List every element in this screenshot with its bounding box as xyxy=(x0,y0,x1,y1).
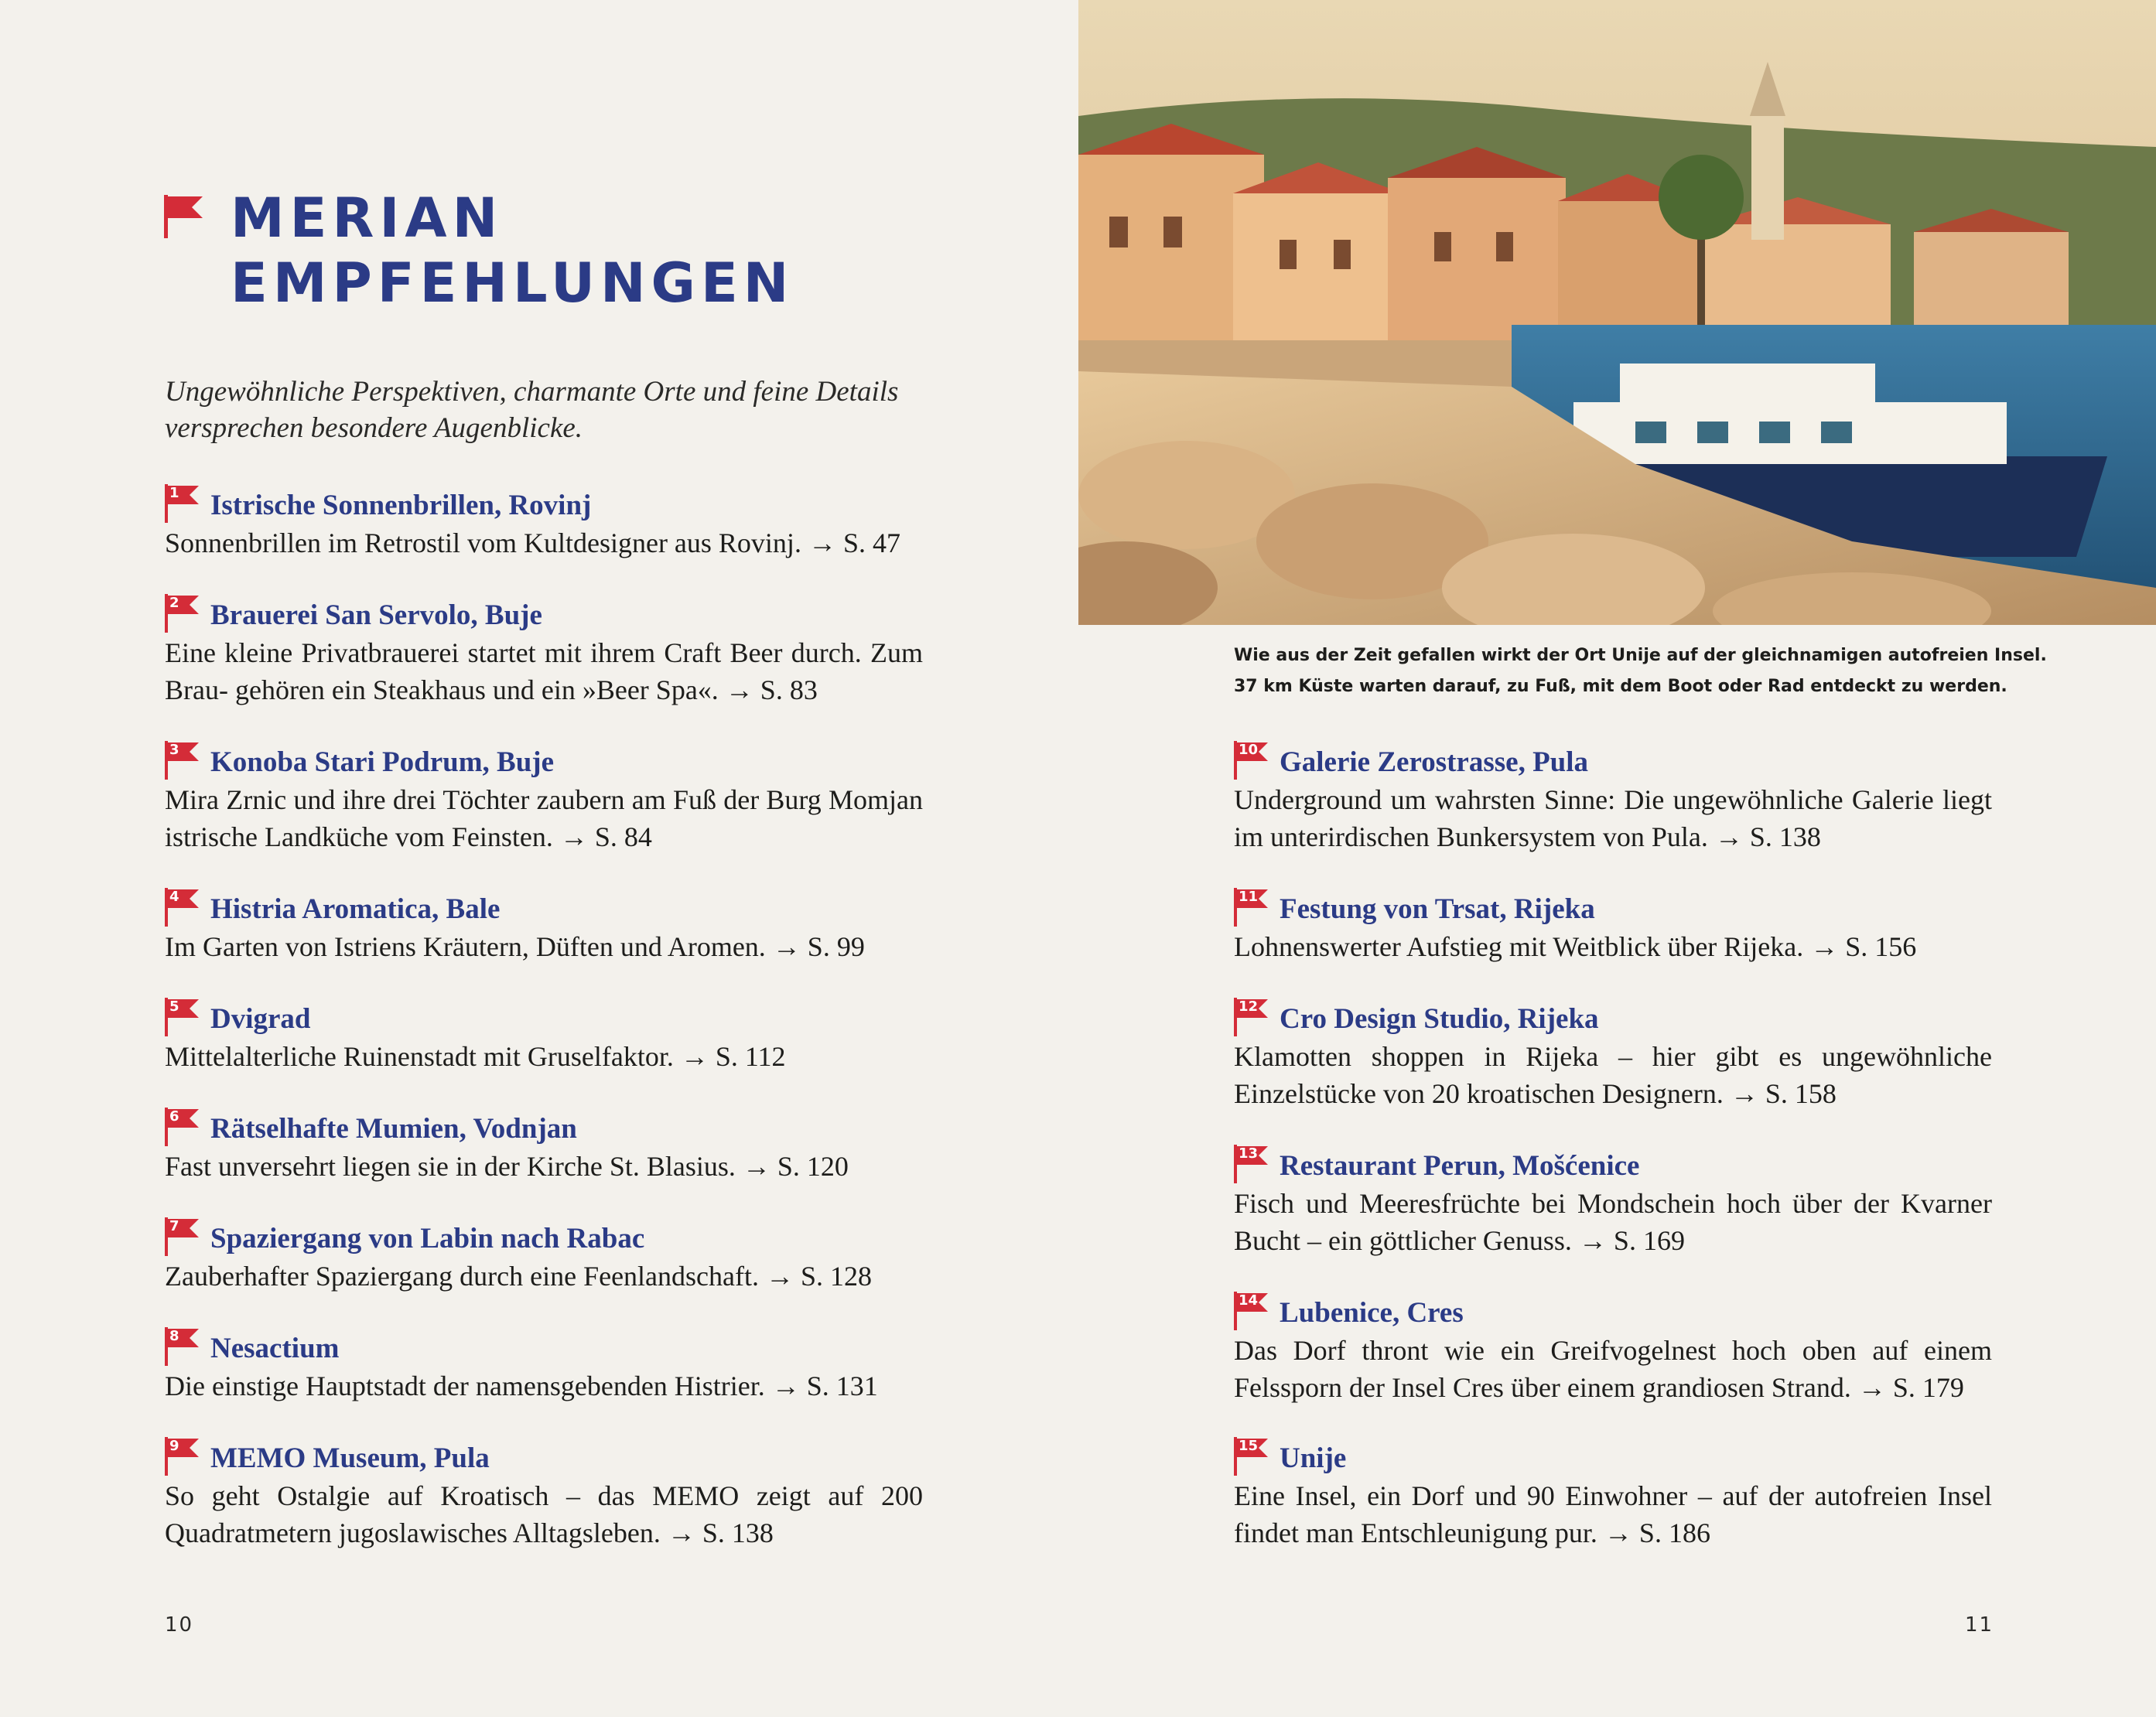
entry-description: Im Garten von Istriens Kräutern, Düften und Aromen. → S. 99 xyxy=(165,931,865,962)
entry-description: Klamotten shoppen in Rijeka – hier gibt es ungewöhnliche Einzelstücke von 20 kroatischen Designern. → S. 158 xyxy=(1234,1041,1992,1109)
numbered-flag-icon xyxy=(165,1437,200,1476)
numbered-flag-icon xyxy=(165,1217,200,1256)
entry-description: Mittelalterliche Ruinenstadt mit Gruselfaktor. → S. 112 xyxy=(165,1041,786,1072)
entry-description: So geht Ostalgie auf Kroatisch – das MEMO zeigt auf 200 Quadratmetern jugoslawisches Alltagsleben. → S. 138 xyxy=(165,1480,923,1548)
recommendation-entry xyxy=(165,998,923,1075)
recommendation-entry xyxy=(165,1330,923,1405)
entry-description: Die einstige Hauptstadt der namensgebenden Histrier. → S. 131 xyxy=(165,1371,878,1401)
recommendation-entry xyxy=(165,597,923,708)
page-title-line2: EMPFEHLUNGEN xyxy=(231,251,794,315)
recommendation-entry xyxy=(1234,1292,1992,1406)
entry-title: Galerie Zerostrasse, Pula xyxy=(1280,746,1589,778)
entry-title: Dvigrad xyxy=(210,1003,311,1035)
numbered-flag-icon xyxy=(165,998,200,1036)
flag-number: 3 xyxy=(169,742,179,758)
recommendation-entry xyxy=(1234,1145,1992,1259)
flag-number: 6 xyxy=(169,1108,179,1125)
entry-description: Underground um wahrsten Sinne: Die ungewöhnliche Galerie liegt im unterirdischen Bunkersystem von Pula. → S. 138 xyxy=(1234,784,1992,852)
entry-description: Eine kleine Privatbrauerei startet mit ihrem Craft Beer durch. Zum Brau- gehören ein Steakhaus und ein »Beer Spa«. → S. 83 xyxy=(165,637,923,705)
recommendation-entry xyxy=(1234,998,1992,1112)
numbered-flag-icon xyxy=(1234,741,1269,780)
intro-line2: versprechen besondere Augenblicke. xyxy=(165,412,583,444)
entry-title: Restaurant Perun, Mošćenice xyxy=(1280,1150,1640,1182)
numbered-flag-icon xyxy=(1234,1145,1269,1183)
entry-description: Fast unversehrt liegen sie in der Kirche St. Blasius. → S. 120 xyxy=(165,1151,849,1182)
page-title xyxy=(231,186,794,316)
numbered-flag-icon xyxy=(1234,888,1269,927)
numbered-flag-icon xyxy=(165,484,200,523)
flag-number: 15 xyxy=(1239,1438,1259,1454)
flag-number: 7 xyxy=(169,1218,179,1234)
entry-title: Cro Design Studio, Rijeka xyxy=(1280,1003,1599,1035)
intro-line1: Ungewöhnliche Perspektiven, charmante Orte und feine Details xyxy=(165,376,899,408)
flag-number: 13 xyxy=(1239,1145,1259,1162)
flag-number: 14 xyxy=(1239,1292,1259,1309)
numbered-flag-icon xyxy=(1234,998,1269,1036)
entry-description: Lohnenswerter Aufstieg mit Weitblick über Rijeka. → S. 156 xyxy=(1234,931,1917,962)
entry-title: Konoba Stari Podrum, Buje xyxy=(210,746,555,778)
entry-title: Istrische Sonnenbrillen, Rovinj xyxy=(210,490,592,521)
numbered-flag-icon xyxy=(1234,1437,1269,1476)
numbered-flag-icon xyxy=(165,888,200,927)
entry-title: MEMO Museum, Pula xyxy=(210,1442,490,1474)
recommendation-entry xyxy=(165,891,923,965)
numbered-flag-icon xyxy=(1234,1292,1269,1330)
harbour-photo xyxy=(1078,0,2156,625)
recommendation-entry xyxy=(165,1108,923,1185)
entry-description: Zauberhafter Spaziergang durch eine Feenlandschaft. → S. 128 xyxy=(165,1261,873,1292)
flag-number: 10 xyxy=(1239,742,1259,758)
recommendation-entry xyxy=(165,487,923,562)
recommendation-entry xyxy=(165,744,923,855)
entry-title: Nesactium xyxy=(210,1333,340,1364)
flag-number: 5 xyxy=(169,998,179,1015)
caption-line1: Wie aus der Zeit gefallen wirkt der Ort Unije auf der gleichnamigen autofreien Insel. xyxy=(1234,646,2047,665)
entry-title: Unije xyxy=(1280,1442,1347,1474)
flag-number: 1 xyxy=(169,485,179,501)
entry-title: Rätselhafte Mumien, Vodnjan xyxy=(210,1113,577,1145)
entry-title: Histria Aromatica, Bale xyxy=(210,893,501,925)
photo-caption xyxy=(1234,640,2047,702)
numbered-flag-icon xyxy=(165,741,200,780)
entry-title: Brauerei San Servolo, Buje xyxy=(210,599,542,631)
numbered-flag-icon xyxy=(165,1327,200,1366)
entry-description: Mira Zrnic und ihre drei Töchter zaubern am Fuß der Burg Momjan istrische Landküche vom Feinsten. → S. 84 xyxy=(165,784,923,852)
recommendation-entry xyxy=(165,1440,923,1551)
flag-number: 8 xyxy=(169,1328,179,1344)
intro-text xyxy=(165,374,931,446)
flag-number: 2 xyxy=(169,595,179,611)
entry-title: Spaziergang von Labin nach Rabac xyxy=(210,1223,645,1254)
page-number-left: 10 xyxy=(165,1613,194,1637)
numbered-flag-icon xyxy=(165,1108,200,1146)
flag-number: 11 xyxy=(1239,889,1259,905)
entry-title: Festung von Trsat, Rijeka xyxy=(1280,893,1595,925)
page-title-line1: MERIAN xyxy=(231,186,504,250)
recommendation-entry xyxy=(1234,744,1992,855)
entry-title: Lubenice, Cres xyxy=(1280,1297,1464,1329)
caption-line2: 37 km Küste warten darauf, zu Fuß, mit dem Boot oder Rad entdeckt zu werden. xyxy=(1234,677,2007,696)
recommendation-entry xyxy=(1234,1440,1992,1551)
entry-description: Das Dorf thront wie ein Greifvogelnest hoch oben auf einem Felssporn der Insel Cres über einem grandiosen Strand. → S. 179 xyxy=(1234,1335,1992,1403)
page-number-right: 11 xyxy=(1965,1613,1994,1637)
entry-description: Fisch und Meeresfrüchte bei Mondschein hoch über der Kvarner Bucht – ein göttlicher Genuss. → S. 169 xyxy=(1234,1188,1992,1256)
entry-description: Eine Insel, ein Dorf und 90 Einwohner – auf der autofreien Insel findet man Entschleunigung pur. → S. 186 xyxy=(1234,1480,1992,1548)
entry-description: Sonnenbrillen im Retrostil vom Kultdesigner aus Rovinj. → S. 47 xyxy=(165,527,900,558)
flag-number: 4 xyxy=(169,889,179,905)
red-flag-icon xyxy=(164,195,204,238)
flag-number: 9 xyxy=(169,1438,179,1454)
numbered-flag-icon xyxy=(165,594,200,633)
flag-number: 12 xyxy=(1239,998,1259,1015)
recommendation-entry xyxy=(1234,891,1992,965)
recommendation-entry xyxy=(165,1220,923,1295)
